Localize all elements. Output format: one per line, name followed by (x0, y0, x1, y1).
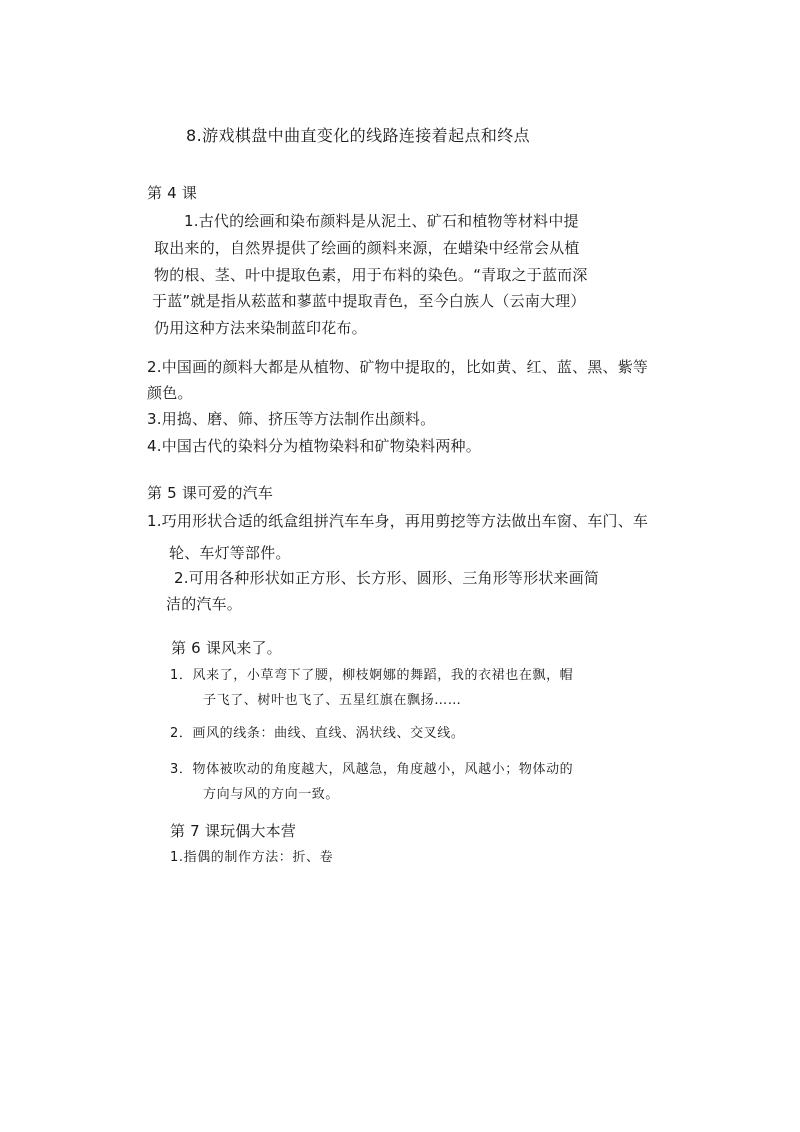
lesson5-item2-line1: 2.可用各种形状如正方形、长方形、圆形、三角形等形状来画简 (174, 569, 600, 587)
lesson4-item1-line4: 于蓝”就是指从菘蓝和蓼蓝中提取青色，至今白族人（云南大理） (152, 292, 586, 310)
lesson5-heading: 第 5 课可爱的汽车 (147, 484, 274, 502)
lesson6-item2: 2．画风的线条：曲线、直线、涡状线、交叉线。 (170, 726, 465, 741)
lesson4-item2-line2: 颜色。 (147, 384, 193, 402)
lesson5-item1-line2: 轮、车灯等部件。 (169, 544, 291, 562)
lesson4-heading: 第 4 课 (147, 184, 198, 202)
lesson7-heading: 第 7 课玩偶大本营 (170, 822, 297, 840)
lesson4-item3: 3.用捣、磨、筛、挤压等方法制作出颜料。 (147, 410, 436, 428)
document-title: 8.游戏棋盘中曲直变化的线路连接着起点和终点 (186, 126, 531, 145)
lesson4-item1-line3: 物的根、茎、叶中提取色素，用于布料的染色。“青取之于蓝而深 (154, 266, 588, 284)
lesson4-item1-line5: 仍用这种方法来染制蓝印花布。 (154, 319, 367, 337)
lesson6-item3-line2: 方向与风的方向一致。 (203, 787, 340, 802)
lesson4-item4: 4.中国古代的染料分为植物染料和矿物染料两种。 (147, 437, 481, 455)
lesson5-item1-line1: 1.巧用形状合适的纸盒组拼汽车车身，再用剪挖等方法做出车窗、车门、车 (147, 512, 649, 530)
lesson4-item1-line1: 1.古代的绘画和染布颜料是从泥土、矿石和植物等材料中提 (184, 212, 579, 230)
lesson4-item2-line1: 2.中国画的颜料大都是从植物、矿物中提取的，比如黄、红、蓝、黑、紫等 (147, 358, 649, 376)
lesson6-item1-line1: 1．风来了，小草弯下了腰，柳枝婀娜的舞蹈，我的衣裙也在飘，帽 (170, 668, 574, 683)
lesson6-item3-line1: 3．物体被吹动的角度越大，风越急，角度越小，风越小；物体动的 (170, 762, 574, 777)
lesson6-item1-line2: 子飞了、树叶也飞了、五星红旗在飘扬…… (203, 693, 462, 708)
lesson7-item1: 1.指偶的制作方法：折、卷 (170, 850, 334, 865)
lesson4-item1-line2: 取出来的，自然界提供了绘画的颜料来源，在蜡染中经常会从植 (154, 239, 580, 257)
lesson5-item2-line2: 洁的汽车。 (166, 595, 243, 613)
lesson6-heading: 第 6 课风来了。 (171, 639, 282, 657)
